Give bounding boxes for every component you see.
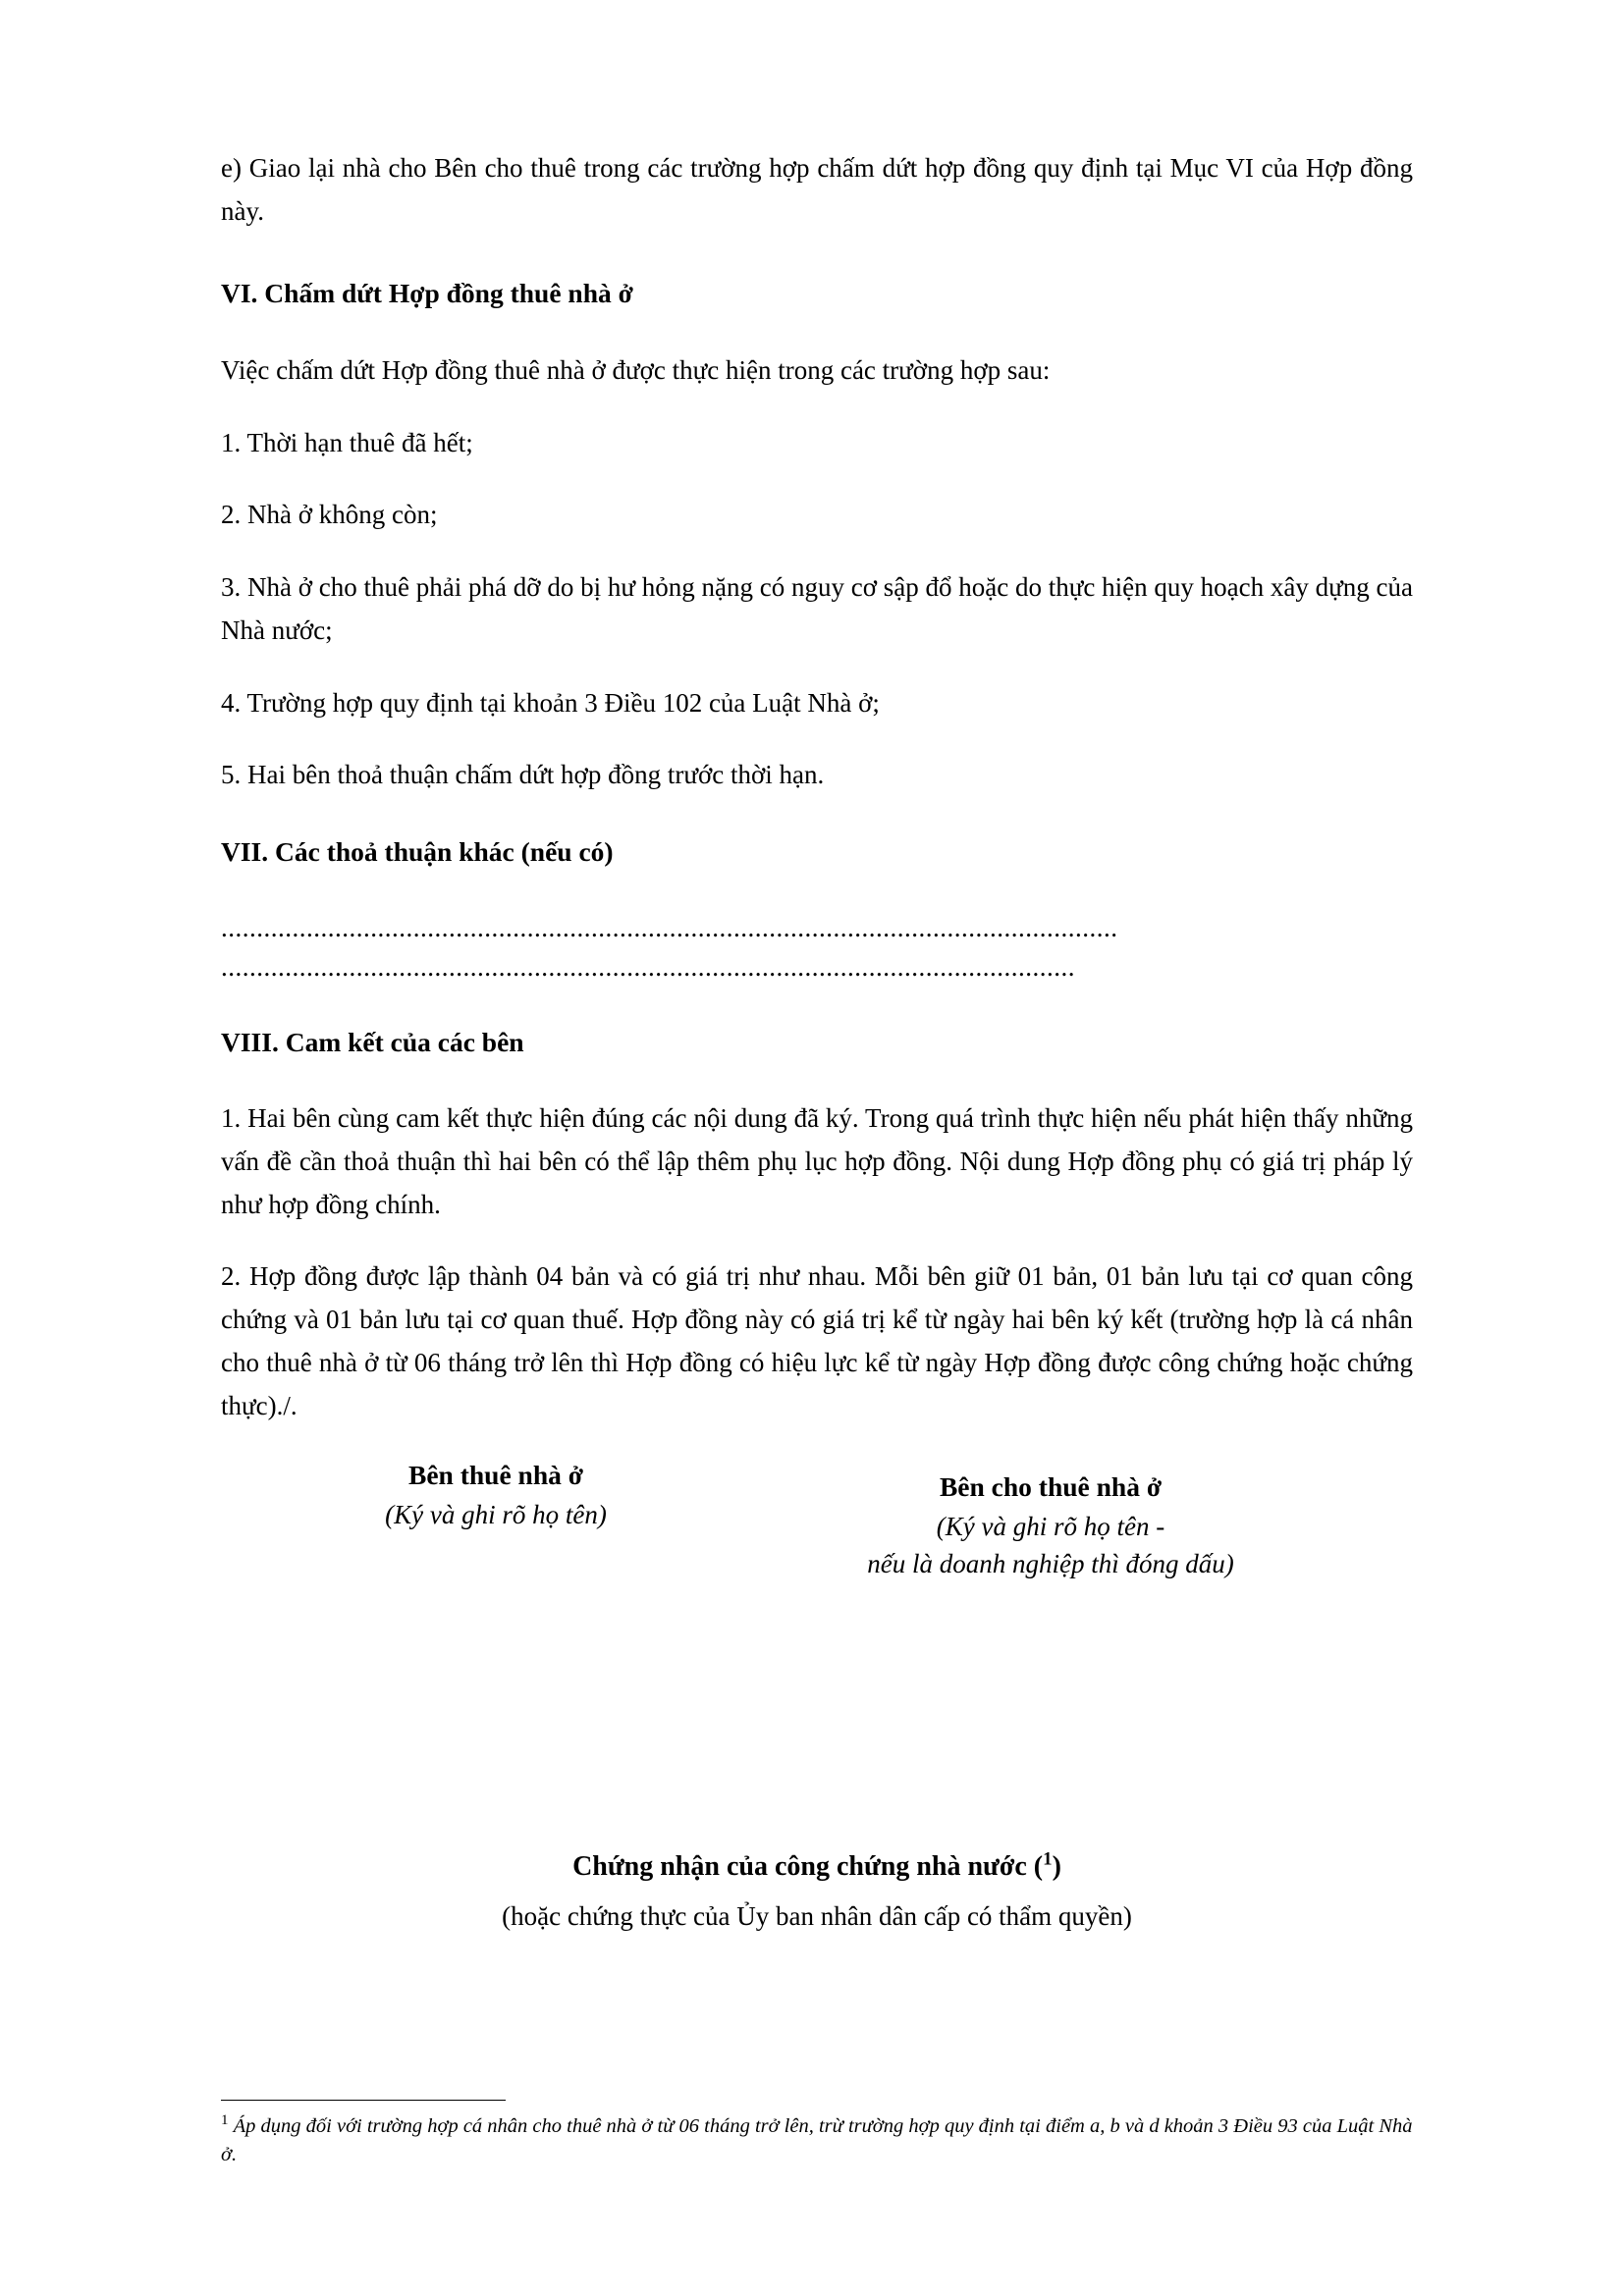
section-vi-item-2: 2. Nhà ở không còn; [221, 500, 438, 530]
footnote-text [221, 2110, 1413, 2170]
section-viii-item-2: 2. Hợp đồng được lập thành 04 bản và có giá trị như nhau. Mỗi bên giữ 01 bản, 01 bản lưu tại cơ quan công chứng và 01 bản lưu tại cơ quan thuế. Hợp đồng này có giá trị kể từ ngày hai bên ký kết (trường hợp là cá nhân cho thuê nhà ở từ 06 tháng trở lên thì Hợp đồng có hiệu lực kể từ ngày Hợp đồng được công chứng hoặc chứng thực)./. [221, 1261, 1413, 1420]
section-vi-item-3: 3. Nhà ở cho thuê phải phá dỡ do bị hư hỏng nặng có nguy cơ sập đổ hoặc do thực hiện quy hoạch xây dựng của Nhà nước; [221, 572, 1413, 645]
notary-block [221, 1844, 1413, 1938]
section-heading-vii: VII. Các thoả thuận khác (nếu có) [221, 836, 614, 868]
section-vi-item-5: 5. Hai bên thoả thuận chấm dứt hợp đồng trước thời hạn. [221, 760, 825, 790]
signature-tenant [290, 1457, 702, 1532]
footnote-body: Áp dụng đối với trường hợp cá nhân cho thuê nhà ở từ 06 tháng trở lên, trừ trường hợp quy định tại điểm a, b và d khoản 3 Điều 93 của Luật Nhà ở. [221, 2114, 1413, 2166]
dotted-line-1: .............................................................................................................................. [221, 912, 1118, 942]
signature-landlord-note-line1: (Ký và ghi rõ họ tên - [936, 1511, 1165, 1541]
section-heading-vi: VI. Chấm dứt Hợp đồng thuê nhà ở [221, 278, 633, 309]
document-body [221, 147, 1413, 1938]
intro-paragraph: e) Giao lại nhà cho Bên cho thuê trong các trường hợp chấm dứt hợp đồng quy định tại Mục VI của Hợp đồng này. [221, 153, 1413, 226]
section-viii-item-1: 1. Hai bên cùng cam kết thực hiện đúng các nội dung đã ký. Trong quá trình thực hiện nếu phát hiện thấy những vấn đề cần thoả thuận thì hai bên có thể lập thêm phụ lục hợp đồng. Nội dung Hợp đồng phụ có giá trị pháp lý như hợp đồng chính. [221, 1103, 1413, 1219]
signature-tenant-title: Bên thuê nhà ở [408, 1460, 583, 1491]
notary-title [221, 1844, 1413, 1889]
footnote-divider [221, 2100, 506, 2101]
notary-subtitle: (hoặc chứng thực của Ủy ban nhân dân cấp có thẩm quyền) [502, 1900, 1132, 1931]
section-vi-item-4: 4. Trường hợp quy định tại khoản 3 Điều 102 của Luật Nhà ở; [221, 687, 880, 718]
notary-footnote-ref: 1 [1043, 1849, 1053, 1871]
section-vi-lead: Việc chấm dứt Hợp đồng thuê nhà ở được thực hiện trong các trường hợp sau: [221, 355, 1051, 386]
footnote-marker: 1 [221, 2111, 229, 2128]
section-vii-blank-lines [221, 908, 1413, 988]
footnote-area [221, 2100, 1413, 2170]
notary-title-text: Chứng nhận của công chứng nhà nước ( [572, 1851, 1044, 1883]
notary-title-close: ) [1052, 1851, 1061, 1883]
section-heading-viii: VIII. Cam kết của các bên [221, 1026, 524, 1057]
signature-tenant-note: (Ký và ghi rõ họ tên) [385, 1499, 607, 1529]
dotted-line-2: ........................................................................................................................ [221, 952, 1075, 983]
signature-landlord [820, 1468, 1281, 1581]
signature-landlord-title: Bên cho thuê nhà ở [939, 1471, 1163, 1503]
signature-landlord-note-line2: nếu là doanh nghiệp thì đóng dấu) [867, 1549, 1234, 1579]
signature-block [221, 1457, 1413, 1633]
section-vi-item-1: 1. Thời hạn thuê đã hết; [221, 427, 473, 457]
